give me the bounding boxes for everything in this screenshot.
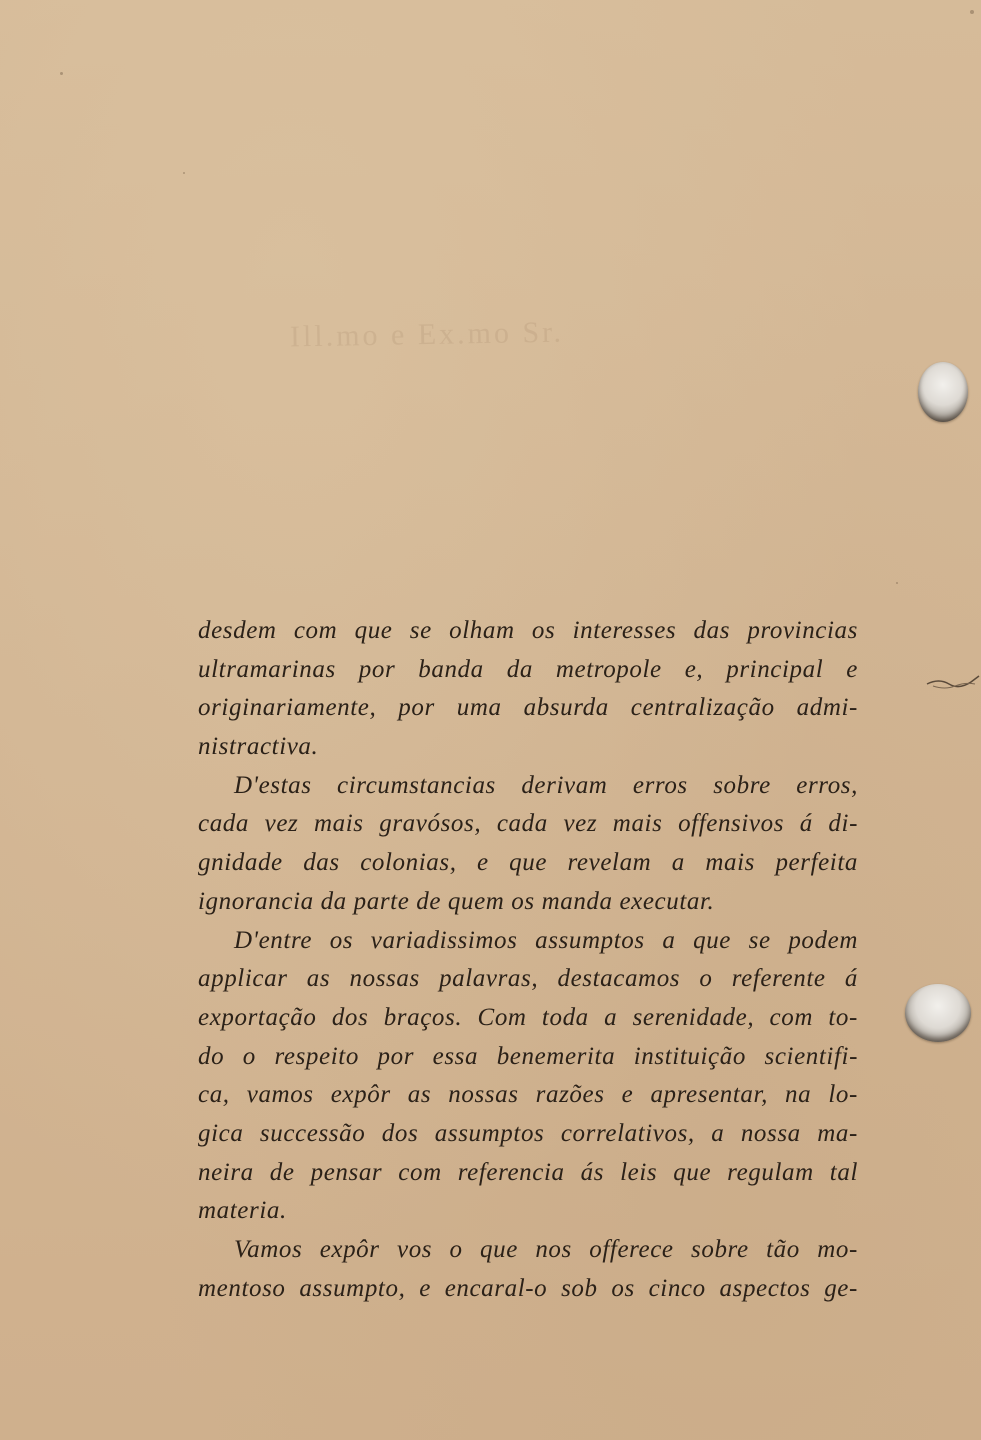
text-line: mentoso assumpto, e encaral-o sob os cinco aspectos ge- xyxy=(198,1274,858,1302)
binding-hole-top xyxy=(918,362,968,422)
text-line: nistractiva. xyxy=(198,733,319,761)
text-line: gnidade das colonias, e que revelam a mais perfeita xyxy=(198,849,858,877)
text-line: ignorancia da parte de quem os manda executar. xyxy=(198,887,715,915)
paper-tear-mark xyxy=(925,672,981,694)
paper-speck xyxy=(970,10,974,14)
paper-speck xyxy=(896,582,898,584)
text-line: desdem com que se olham os interesses das provincias xyxy=(198,617,858,644)
text-line: ca, vamos expôr as nossas razões e apresentar, na lo- xyxy=(198,1081,858,1109)
paragraph-start-line: D'entre os variadissimos assumptos a que se podem xyxy=(234,926,858,954)
bleed-through-text: Ill.mo e Ex.mo Sr. xyxy=(289,315,565,354)
text-line: applicar as nossas palavras, destacamos o referente á xyxy=(198,965,858,993)
text-line: exportação dos braços. Com toda a serenidade, com to- xyxy=(198,1003,858,1031)
text-line: cada vez mais gravósos, cada vez mais offensivos á di- xyxy=(198,810,858,838)
paper-speck xyxy=(183,172,185,174)
text-line: do o respeito por essa benemerita instituição scientifi- xyxy=(198,1042,858,1070)
text-line: ultramarinas por banda da metropole e, principal e xyxy=(198,655,858,683)
paragraph-start-line: Vamos expôr vos o que nos offerece sobre tão mo- xyxy=(234,1236,858,1263)
text-line: materia. xyxy=(198,1197,287,1225)
text-line: neira de pensar com referencia ás leis que regulam tal xyxy=(198,1158,858,1186)
text-line: gica successão dos assumptos correlativos, a nossa ma- xyxy=(198,1119,858,1147)
paper-speck xyxy=(60,72,63,75)
paragraph-start-line: D'estas circumstancias derivam erros sobre erros, xyxy=(234,771,858,799)
binding-hole-bottom xyxy=(905,984,971,1042)
text-line: originariamente, por uma absurda centralização admi- xyxy=(198,694,858,722)
body-text xyxy=(198,612,858,1308)
